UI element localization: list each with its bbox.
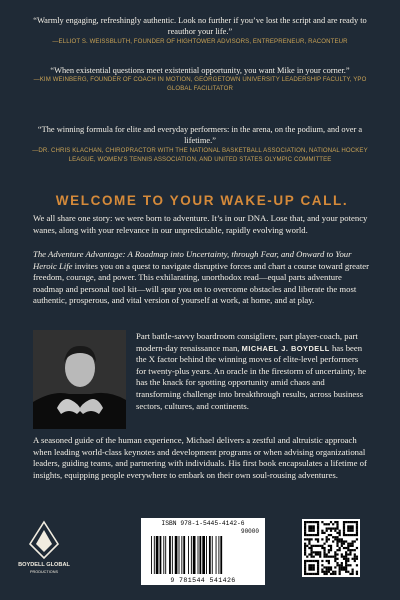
price-code: 90000: [240, 528, 259, 535]
closing-paragraph: A seasoned guide of the human experience, Michael delivers a zestful and altruistic approach when leading world-class keynotes and development programs or when advising organizational leaders, guiding teams, and partnering with individuals. His first book encapsulates a lifetime of insights, equipping people everywhere to embark on their own soul-rousing adventures.: [33, 435, 367, 480]
endorsement-quote: [32, 124, 368, 164]
quote-attribution: —KIM WEINBERG, FOUNDER OF COACH IN MOTION, GEORGETOWN UNIVERSITY LEADERSHIP FACULTY, YPO GLOBAL FACILITATOR: [33, 76, 367, 93]
quote-text: “When existential questions meet existential opportunity, you want Mike in your corner.”: [50, 66, 350, 75]
qr-code-icon: [302, 519, 360, 577]
description-text: invites you on a quest to navigate disruptive forces and chart a course toward greater freedom, courage, and power. This exhilarating, unorthodox read—equal parts adventure roadmap and personal tool kit—will spur you on to overcome obstacles and liberate the most authentic, prosperous, and vital version of yourself at work, at home, and at play.: [33, 260, 369, 306]
quote-attribution: —ELLIOT S. WEISSBLUTH, FOUNDER OF HIGHTOWER ADVISORS, ENTREPRENEUR, RACONTEUR: [52, 37, 348, 45]
book-title: The Adventure Advantage: A Roadmap into Uncertainty, through Fear, and Onward to Your Heroic Life: [33, 249, 352, 271]
bio-rest: has been the X factor behind the winning moves of elite-level performers for twenty-plus years. An oracle in the firestorm of uncertainty, he has the knack for spotting opportunity amid chaos and transforming challenge into breakthrough results, across business sectors, cultures, and continents.: [136, 342, 367, 411]
ean-digits: 9 781544 541426: [170, 577, 236, 584]
publisher-sub: PRODUCTIONS: [29, 570, 59, 574]
quote-text: “The winning formula for elite and everyday performers: in the arena, on the podium, and over a lifetime.”: [37, 125, 363, 146]
publisher-name: BOYDELL GLOBAL: [18, 562, 70, 568]
endorsement-quote: [32, 15, 368, 47]
description-paragraph: [33, 249, 369, 307]
isbn-label: ISBN 978-1-5445-4142-6: [161, 520, 245, 527]
author-name: MICHAEL J. BOYDELL: [241, 343, 330, 353]
quote-attribution: —DR. CHRIS KLACHAN, CHIROPRACTOR WITH THE NATIONAL BASKETBALL ASSOCIATION, NATIONAL HOCKEY LEAGUE, WOMEN’S TENNIS ASSOCIATION, AND UNITED STATES OLYMPIC COMMITTEE: [32, 146, 368, 163]
author-photo: [33, 330, 126, 429]
author-bio: [136, 331, 370, 412]
publisher-logo: [18, 520, 70, 580]
isbn-barcode: [141, 518, 265, 585]
bio-lead: Part battle-savvy boardroom consigliere, part player-coach, part modern-day renaissance man,: [136, 331, 358, 353]
intro-paragraph: We all share one story: we were born to adventure. It’s in our DNA. Lose that, and your potency wanes, along with your relevance in our unpredictable, rapidly evolving world.: [33, 213, 368, 235]
endorsement-quote: [32, 65, 368, 94]
quote-text: “Warmly engaging, refreshingly authentic. Look no further if you’ve lost the script and are ready to reauthor your life.”: [33, 16, 367, 37]
author-portrait-image: [33, 330, 126, 429]
publisher-emblem-icon: [18, 520, 70, 580]
qr-code: [302, 519, 360, 577]
headline: WELCOME TO YOUR WAKE-UP CALL.: [55, 193, 349, 208]
barcode-bars-icon: [141, 518, 265, 585]
